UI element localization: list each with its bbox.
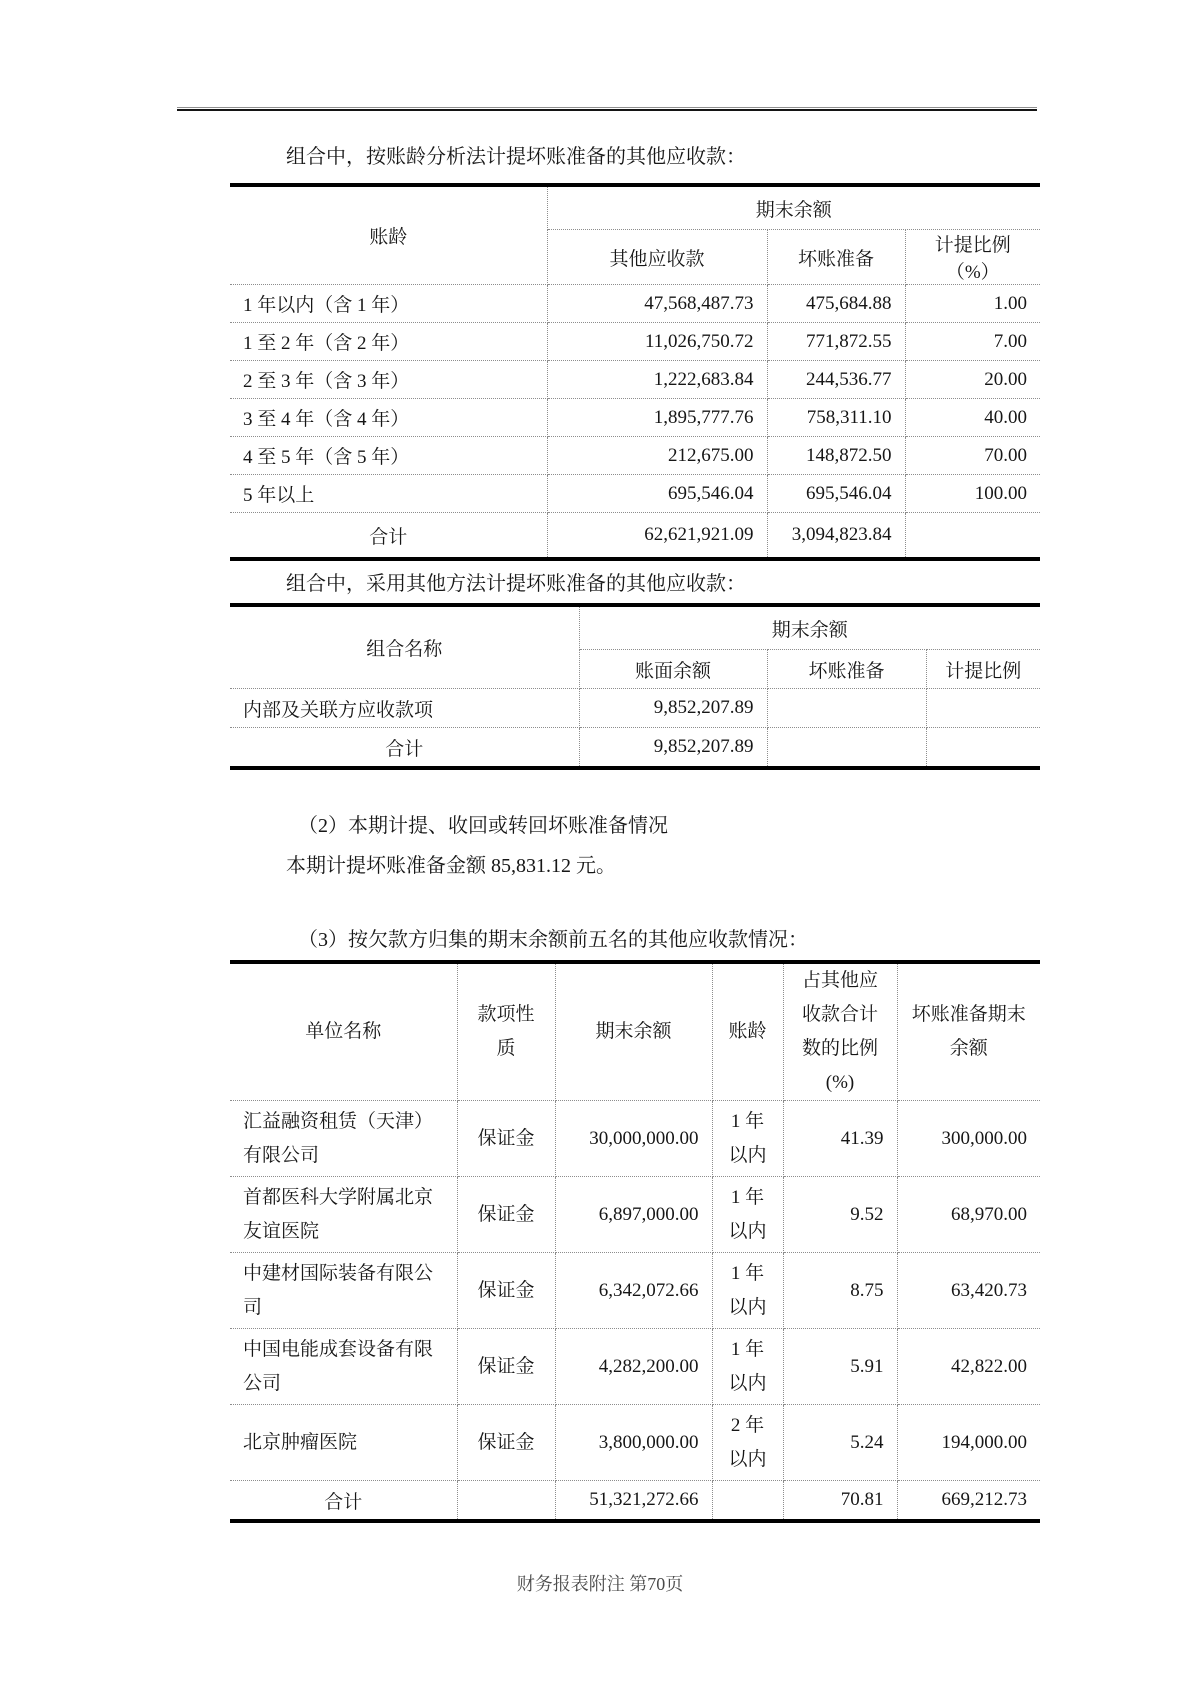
col-header-provision-balance: 坏账准备期末余额	[897, 962, 1040, 1101]
col-header-ratio-of-total: 占其他应收款合计数的比例(%)	[783, 962, 897, 1101]
col-header-provision-ratio: 计提比例（%）	[905, 230, 1040, 285]
provision-cell: 42,822.00	[897, 1329, 1040, 1405]
table-row	[230, 1253, 1040, 1329]
table-row	[230, 1329, 1040, 1405]
ratio-cell: 5.91	[783, 1329, 897, 1405]
col-header-bad-debt-provision: 坏账准备	[767, 230, 905, 285]
col-header-portfolio-name: 组合名称	[230, 605, 579, 689]
col-header-aging: 账龄	[230, 185, 547, 285]
ratio-cell: 7.00	[905, 323, 1040, 361]
page-header-rule	[177, 107, 1037, 111]
ratio-cell: 20.00	[905, 361, 1040, 399]
total-label-cell: 合计	[230, 1481, 457, 1522]
table-row	[230, 689, 1040, 728]
table-row	[230, 285, 1040, 323]
provision-cell: 194,000.00	[897, 1405, 1040, 1481]
col-header-period-end-balance: 期末余额	[547, 185, 1040, 230]
total-provision-cell: 669,212.73	[897, 1481, 1040, 1522]
entity-name-cell: 首都医科大学附属北京友谊医院	[230, 1177, 457, 1253]
table-total-row	[230, 1481, 1040, 1522]
ratio-cell: 70.00	[905, 437, 1040, 475]
aging-label-cell: 5 年以上	[230, 475, 547, 513]
nature-cell: 保证金	[457, 1405, 555, 1481]
table-total-row	[230, 513, 1040, 560]
amount-cell: 1,895,777.76	[547, 399, 767, 437]
total-nature-cell	[457, 1481, 555, 1522]
total-ratio-cell	[905, 513, 1040, 560]
table-row	[230, 1177, 1040, 1253]
total-ratio-cell: 70.81	[783, 1481, 897, 1522]
table-row	[230, 1101, 1040, 1177]
amount-cell: 30,000,000.00	[555, 1101, 712, 1177]
aging-label-cell: 3 至 4 年（含 4 年）	[230, 399, 547, 437]
provision-cell: 771,872.55	[767, 323, 905, 361]
amount-cell: 11,026,750.72	[547, 323, 767, 361]
total-amount-cell: 62,621,921.09	[547, 513, 767, 560]
nature-cell: 保证金	[457, 1101, 555, 1177]
nature-cell: 保证金	[457, 1253, 555, 1329]
table-header-row	[230, 185, 1040, 230]
amount-cell: 6,897,000.00	[555, 1177, 712, 1253]
entity-name-cell: 汇益融资租赁（天津）有限公司	[230, 1101, 457, 1177]
total-label-cell: 合计	[230, 728, 579, 769]
aging-label-cell: 2 至 3 年（含 3 年）	[230, 361, 547, 399]
note2-text: 本期计提坏账准备金额 85,831.12 元。	[286, 855, 616, 877]
ratio-cell: 9.52	[783, 1177, 897, 1253]
table-row	[230, 361, 1040, 399]
note2-heading: （2）本期计提、收回或转回坏账准备情况	[298, 815, 668, 837]
section2-title: 组合中，采用其他方法计提坏账准备的其他应收款：	[286, 573, 746, 595]
aging-cell: 2 年以内	[712, 1405, 783, 1481]
provision-cell: 68,970.00	[897, 1177, 1040, 1253]
other-method-table	[230, 603, 1040, 770]
table-row	[230, 1405, 1040, 1481]
portfolio-name-cell: 内部及关联方应收款项	[230, 689, 579, 728]
ratio-cell	[926, 689, 1040, 728]
col-header-book-balance: 账面余额	[579, 650, 767, 689]
nature-cell: 保证金	[457, 1329, 555, 1405]
col-header-nature: 款项性质	[457, 962, 555, 1101]
table-header-row	[230, 962, 1040, 1101]
provision-cell: 63,420.73	[897, 1253, 1040, 1329]
col-header-bad-debt-provision: 坏账准备	[767, 650, 926, 689]
ratio-cell: 8.75	[783, 1253, 897, 1329]
table-row	[230, 475, 1040, 513]
total-amount-cell: 9,852,207.89	[579, 728, 767, 769]
amount-cell: 6,342,072.66	[555, 1253, 712, 1329]
amount-cell: 3,800,000.00	[555, 1405, 712, 1481]
provision-cell: 695,546.04	[767, 475, 905, 513]
entity-name-cell: 北京肿瘤医院	[230, 1405, 457, 1481]
provision-cell	[767, 689, 926, 728]
col-header-other-receivables: 其他应收款	[547, 230, 767, 285]
section1-title: 组合中，按账龄分析法计提坏账准备的其他应收款：	[286, 146, 746, 168]
table-row	[230, 437, 1040, 475]
total-label-cell: 合计	[230, 513, 547, 560]
amount-cell: 1,222,683.84	[547, 361, 767, 399]
amount-cell: 695,546.04	[547, 475, 767, 513]
page-footer: 财务报表附注 第70页	[516, 1574, 684, 1594]
provision-cell: 300,000.00	[897, 1101, 1040, 1177]
entity-name-cell: 中建材国际装备有限公司	[230, 1253, 457, 1329]
amount-cell: 4,282,200.00	[555, 1329, 712, 1405]
nature-cell: 保证金	[457, 1177, 555, 1253]
total-amount-cell: 51,321,272.66	[555, 1481, 712, 1522]
col-header-period-end-balance: 期末余额	[579, 605, 1040, 650]
aging-cell: 1 年以内	[712, 1177, 783, 1253]
total-provision-cell	[767, 728, 926, 769]
ratio-cell: 41.39	[783, 1101, 897, 1177]
aging-label-cell: 1 至 2 年（含 2 年）	[230, 323, 547, 361]
total-provision-cell: 3,094,823.84	[767, 513, 905, 560]
provision-cell: 758,311.10	[767, 399, 905, 437]
ratio-cell: 5.24	[783, 1405, 897, 1481]
col-header-period-end-balance: 期末余额	[555, 962, 712, 1101]
aging-label-cell: 4 至 5 年（含 5 年）	[230, 437, 547, 475]
top-five-debtors-table	[230, 960, 1040, 1523]
amount-cell: 47,568,487.73	[547, 285, 767, 323]
col-header-aging: 账龄	[712, 962, 783, 1101]
amount-cell: 9,852,207.89	[579, 689, 767, 728]
provision-cell: 475,684.88	[767, 285, 905, 323]
amount-cell: 212,675.00	[547, 437, 767, 475]
aging-label-cell: 1 年以内（含 1 年）	[230, 285, 547, 323]
table-row	[230, 323, 1040, 361]
table-total-row	[230, 728, 1040, 769]
aging-cell: 1 年以内	[712, 1101, 783, 1177]
provision-cell: 244,536.77	[767, 361, 905, 399]
col-header-provision-ratio: 计提比例	[926, 650, 1040, 689]
ratio-cell: 1.00	[905, 285, 1040, 323]
entity-name-cell: 中国电能成套设备有限公司	[230, 1329, 457, 1405]
provision-cell: 148,872.50	[767, 437, 905, 475]
table-row	[230, 399, 1040, 437]
ratio-cell: 100.00	[905, 475, 1040, 513]
table-header-row	[230, 605, 1040, 650]
aging-analysis-table	[230, 183, 1040, 561]
total-aging-cell	[712, 1481, 783, 1522]
col-header-entity-name: 单位名称	[230, 962, 457, 1101]
ratio-cell: 40.00	[905, 399, 1040, 437]
aging-cell: 1 年以内	[712, 1253, 783, 1329]
section3-title: （3）按欠款方归集的期末余额前五名的其他应收款情况：	[298, 929, 808, 951]
total-ratio-cell	[926, 728, 1040, 769]
aging-cell: 1 年以内	[712, 1329, 783, 1405]
